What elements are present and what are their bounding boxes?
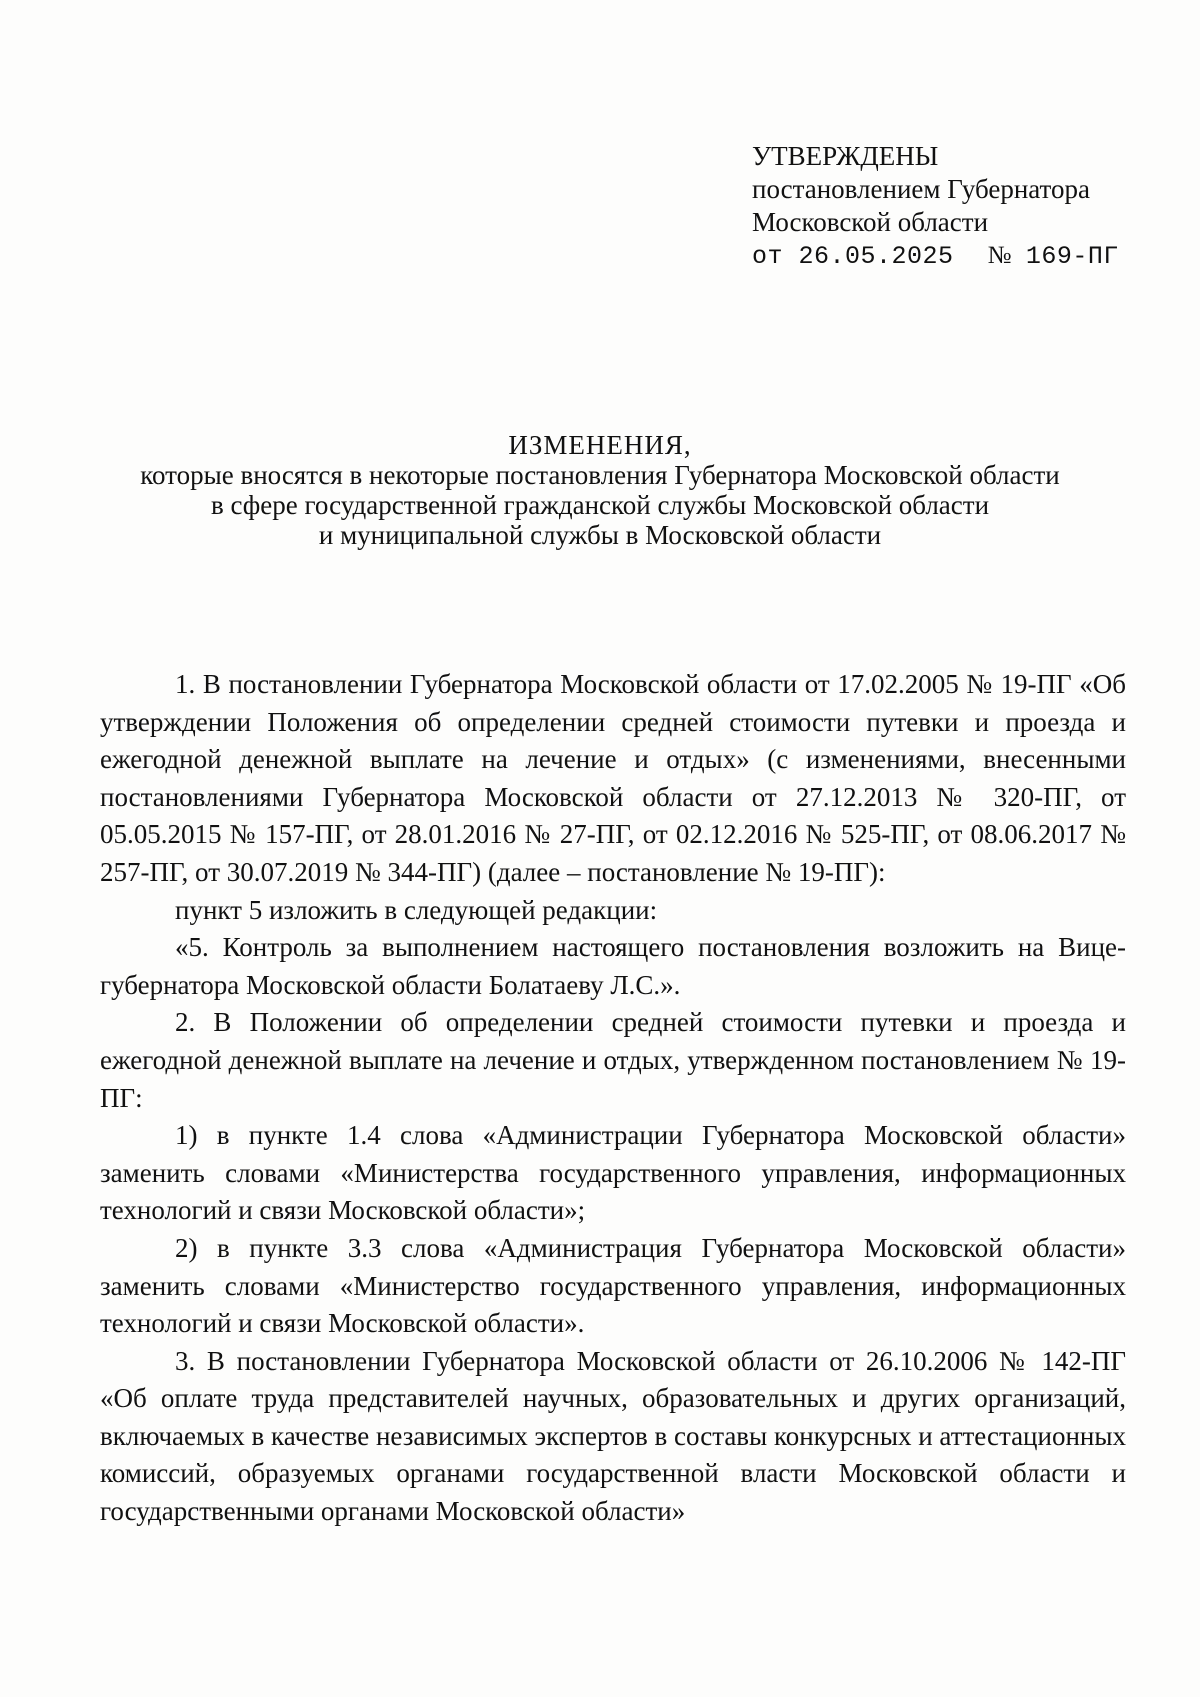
approval-date-line (752, 239, 1172, 273)
approval-heading: УТВЕРЖДЕНЫ (752, 141, 939, 171)
document-body (100, 666, 1126, 1531)
subtitle-line-2: в сфере государственной гражданской службы Московской области (210, 490, 990, 520)
paragraph-6: 2) в пункте 3.3 слова «Администрация Губернатора Московской области» заменить словами «Министерство государственного управления, информационных технологий и связи Московской области». (100, 1232, 1126, 1339)
paragraph-5: 1) в пункте 1.4 слова «Администрации Губернатора Московской области» заменить словами «Министерства государственного управления, информационных технологий и связи Московской области»; (100, 1120, 1126, 1226)
approval-line-2: Московской области (752, 207, 989, 237)
paragraph-3: «5. Контроль за выполнением настоящего постановления возложить на Вице-губернатора Московской области Болатаеву Л.С.». (100, 932, 1126, 1000)
approval-date-prefix: от (752, 242, 784, 271)
document-title (100, 430, 1100, 550)
subtitle-line-3: и муниципальной службы в Московской области (318, 520, 882, 550)
approval-date: 26.05.2025 (798, 242, 954, 271)
approval-number-sign: № (987, 242, 1012, 269)
subtitle-line-1: которые вносятся в некоторые постановления Губернатора Московской области (140, 460, 1060, 490)
approval-stamp (752, 140, 1172, 273)
paragraph-7: 3. В постановлении Губернатора Московской области от 26.10.2006 № 142-ПГ «Об оплате труда представителей научных, образовательных и других организаций, включаемых в качестве независимых экспертов в составы конкурсных и аттестационных комиссий, образуемых органами государственной власти Московской области и государственными органами Московской области» (100, 1345, 1126, 1527)
paragraph-1: 1. В постановлении Губернатора Московской области от 17.02.2005 № 19-ПГ «Об утверждении Положения об определении средней стоимости путевки и проезда и ежегодной денежной выплате на лечение и отдых» (с изменениями, внесенными постановлениями Губернатора Московской области от 27.12.2013 № 320-ПГ, от 05.05.2015 № 157-ПГ, от 28.01.2016 № 27-ПГ, от 02.12.2016 № 525-ПГ, от 08.06.2017 № 257-ПГ, от 30.07.2019 № 344-ПГ) (далее – постановление № 19-ПГ): (100, 669, 1126, 887)
title-main: ИЗМЕНЕНИЯ, (508, 430, 692, 460)
paragraph-2: пункт 5 изложить в следующей редакции: (175, 894, 658, 925)
approval-number: 169-ПГ (1025, 242, 1119, 271)
approval-line-1: постановлением Губернатора (752, 174, 1090, 204)
paragraph-4: 2. В Положении об определении средней стоимости путевки и проезда и ежегодной денежной выплате на лечение и отдых, утвержденном постановлением № 19-ПГ: (100, 1007, 1126, 1113)
